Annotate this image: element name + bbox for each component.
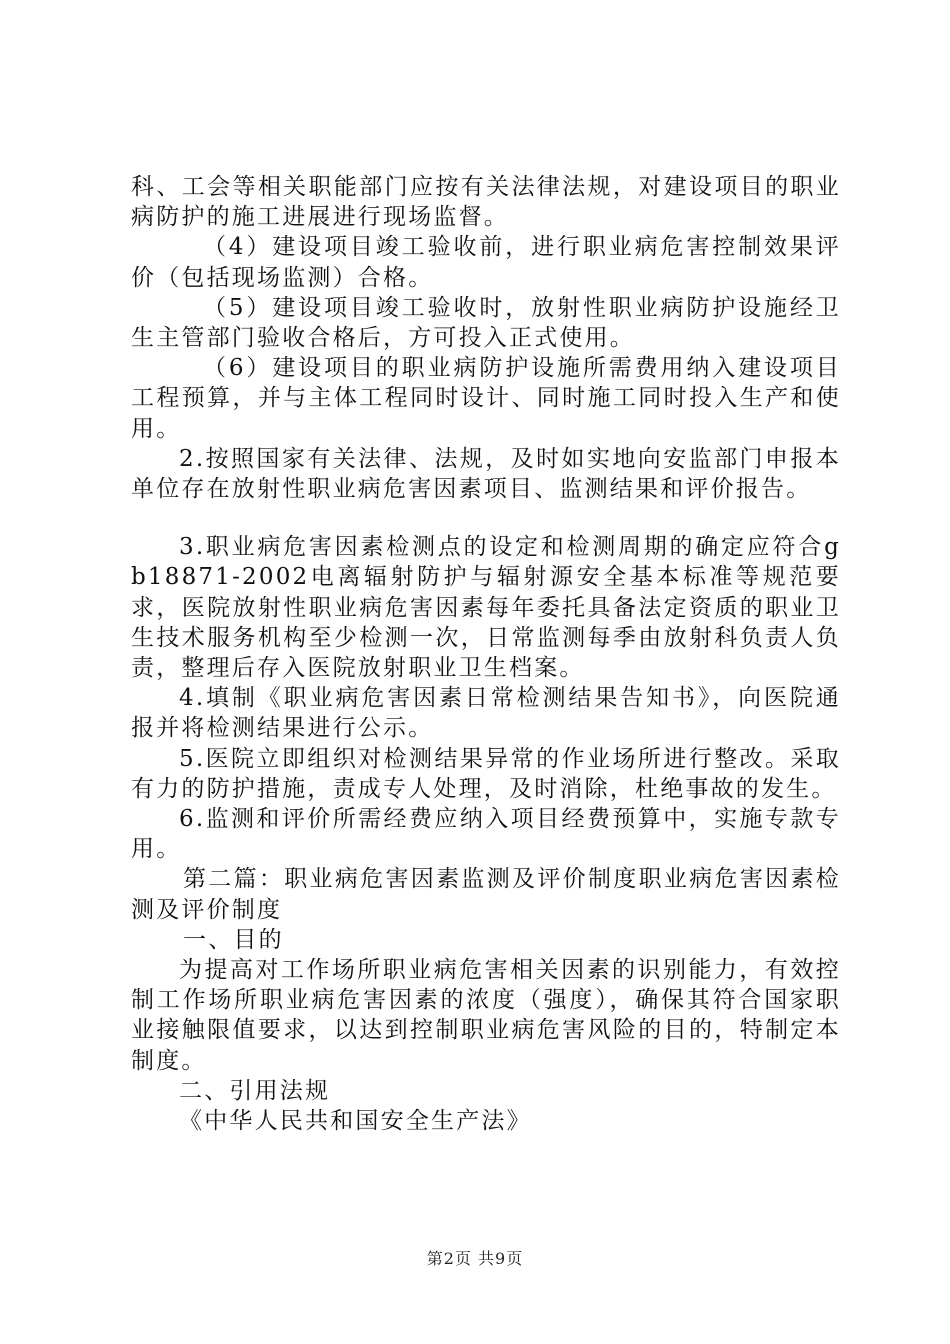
paragraph-point-3: 3.职业病危害因素检测点的设定和检测周期的确定应符合gb18871-2002电离辐射防护与辐射源安全基本标准等规范要求，医院放射性职业病危害因素每年委托具备法定资质的职业卫生技术服务机构至少检测一次，日常监测每季由放射科负责人负责，整理后存入医院放射职业卫生档案。 bbox=[131, 534, 841, 682]
document-body bbox=[131, 172, 841, 1136]
paragraph-point-4: 4.填制《职业病危害因素日常检测结果告知书》，向医院通报并将检测结果进行公示。 bbox=[131, 685, 841, 742]
paragraph-point-6: 6.监测和评价所需经费应纳入项目经费预算中，实施专款专用。 bbox=[131, 806, 841, 863]
paragraph-item-5: （5）建设项目竣工验收时，放射性职业病防护设施经卫生主管部门验收合格后，方可投入正式使用。 bbox=[131, 294, 841, 352]
paragraph-item-4: （4）建设项目竣工验收前，进行职业病危害控制效果评价（包括现场监测）合格。 bbox=[131, 234, 841, 291]
regulation-item: 《中华人民共和国安全生产法》 bbox=[179, 1108, 532, 1135]
section-title: 第二篇：职业病危害因素监测及评价制度职业病危害因素检测及评价制度 bbox=[131, 866, 841, 923]
page-footer: 第2页 共9页 bbox=[426, 1249, 524, 1268]
paragraph-continuation: 科、工会等相关职能部门应按有关法律法规，对建设项目的职业病防护的施工进展进行现场监督。 bbox=[131, 174, 841, 231]
paragraph-item-6: （6）建设项目的职业病防护设施所需费用纳入建设项目工程预算，并与主体工程同时设计、同时施工同时投入生产和使用。 bbox=[131, 355, 841, 442]
paragraph-purpose: 为提高对工作场所职业病危害相关因素的识别能力，有效控制工作场所职业病危害因素的浓度（强度），确保其符合国家职业接触限值要求，以达到控制职业病危害风险的目的，特制定本制度。 bbox=[131, 957, 841, 1074]
paragraph-point-5: 5.医院立即组织对检测结果异常的作业场所进行整改。采取有力的防护措施，责成专人处理，及时消除，杜绝事故的发生。 bbox=[131, 745, 841, 802]
paragraph-gap bbox=[131, 504, 841, 532]
paragraph-point-2: 2.按照国家有关法律、法规，及时如实地向安监部门申报本单位存在放射性职业病危害因素项目、监测结果和评价报告。 bbox=[131, 445, 841, 503]
heading-regulations: 二、引用法规 bbox=[179, 1077, 331, 1104]
heading-purpose: 一、目的 bbox=[183, 926, 284, 953]
